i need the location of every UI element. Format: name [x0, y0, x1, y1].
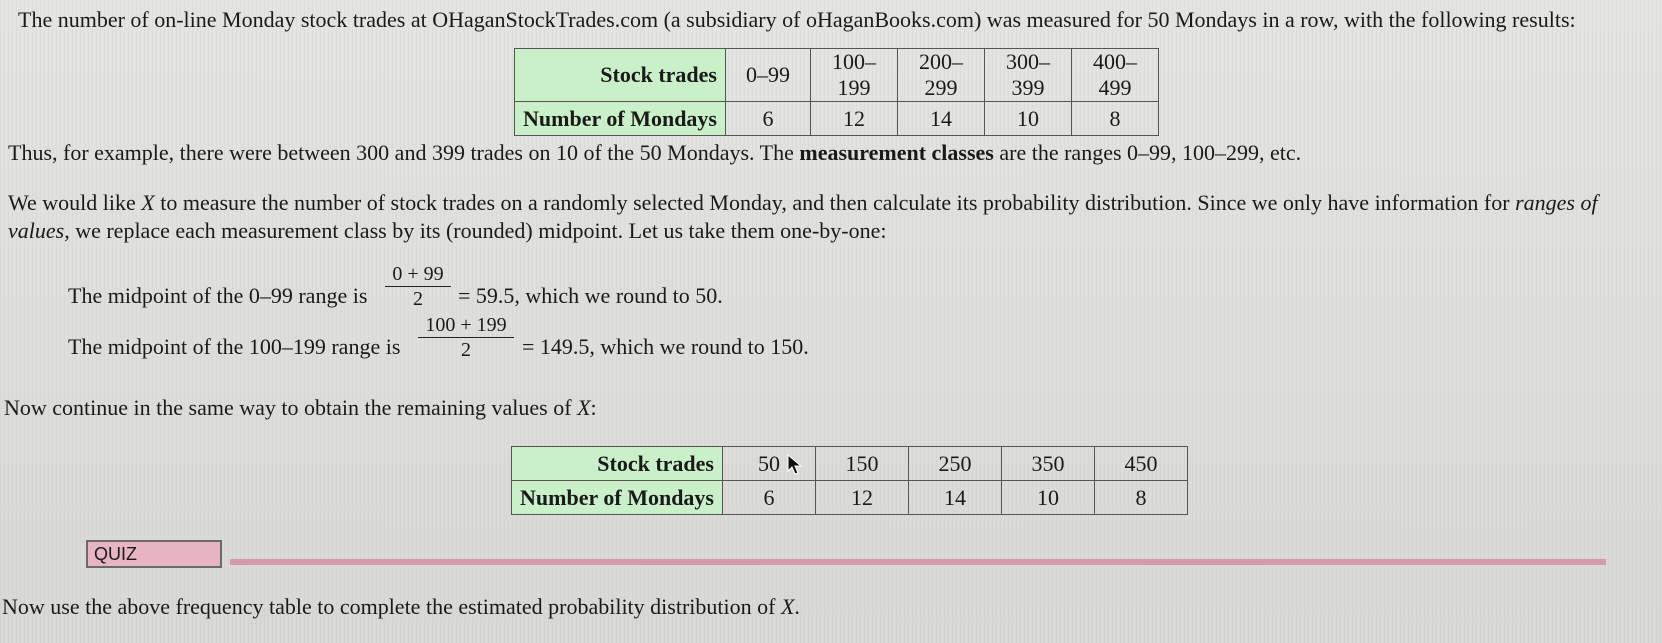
midpoint-2-result: = 149.5, which we round to 150. — [522, 334, 809, 359]
count-cell: 6 — [723, 481, 816, 515]
range-cell: 400–499 — [1072, 49, 1159, 102]
quiz-button[interactable]: QUIZ — [86, 540, 222, 568]
row-label-number-of-mondays: Number of Mondays — [515, 102, 726, 136]
fraction-denominator: 2 — [461, 339, 471, 361]
fraction-numerator: 0 + 99 — [385, 262, 451, 287]
variable-x: X — [780, 594, 795, 619]
range-cell: 100–199 — [811, 49, 898, 102]
row-label-stock-trades: Stock trades — [512, 447, 723, 481]
explanation-paragraph-line2 — [8, 218, 886, 244]
final-before: Now use the above frequency table to complete the estimated probability distribution of — [2, 594, 781, 619]
value-cell[interactable]: 350 — [1002, 447, 1095, 481]
continue-instruction — [4, 395, 597, 421]
measurement-classes-term: measurement classes — [799, 140, 994, 165]
midpoint-2-label: The midpoint of the 100–199 range is — [68, 334, 401, 359]
midpoint-1-result: = 59.5, which we round to 50. — [458, 283, 723, 308]
table-row — [512, 481, 1188, 515]
continue-before: Now continue in the same way to obtain the remaining values of — [4, 395, 578, 420]
para1-after: are the ranges 0–99, 100–299, etc. — [993, 140, 1302, 165]
explanation-paragraph-line1 — [8, 190, 1598, 216]
intro-text — [18, 7, 1576, 33]
midpoint-1-label: The midpoint of the 0–99 range is — [68, 283, 368, 308]
value-cell[interactable]: 250 — [909, 447, 1002, 481]
frequency-table-ranges — [514, 48, 1159, 136]
intro-before: The number of on-line Monday stock trades at OHaganStockTrades.com (a subsidiary of — [18, 7, 806, 32]
count-cell: 8 — [1072, 102, 1159, 136]
continue-after: : — [590, 395, 597, 420]
value-cell[interactable]: 450 — [1095, 447, 1188, 481]
para1-before: Thus, for example, there were between 300 and 399 trades on 10 of the 50 Mondays. The — [8, 140, 800, 165]
final-after: . — [794, 594, 800, 619]
range-cell: 200–299 — [898, 49, 985, 102]
count-cell: 12 — [811, 102, 898, 136]
range-cell: 300–399 — [985, 49, 1072, 102]
variable-x: X — [577, 395, 591, 420]
fraction-denominator: 2 — [413, 288, 423, 310]
variable-x: X — [141, 190, 155, 215]
count-cell: 6 — [726, 102, 811, 136]
table-row — [515, 49, 1159, 102]
midpoint-2-fraction — [418, 313, 514, 362]
table-row — [515, 102, 1159, 136]
count-cell: 14 — [909, 481, 1002, 515]
count-cell: 10 — [985, 102, 1072, 136]
quiz-divider-bar — [230, 559, 1606, 565]
para2-a: We would like — [8, 190, 142, 215]
value-cell[interactable]: 50 — [723, 447, 816, 481]
para2-ital: ranges of — [1515, 190, 1598, 215]
para2-b: to measure the number of stock trades on a randomly selected Monday, and then calculate its probability distribution. Since we only have information for — [154, 190, 1516, 215]
value-cell[interactable]: 150 — [816, 447, 909, 481]
range-cell: 0–99 — [726, 49, 811, 102]
final-instruction — [2, 594, 800, 620]
table-row — [512, 447, 1188, 481]
fraction-numerator: 100 + 199 — [418, 313, 514, 338]
row-label-stock-trades: Stock trades — [515, 49, 726, 102]
frequency-table-midpoints — [511, 446, 1188, 515]
para2-line2-ital: values, — [8, 218, 70, 243]
count-cell: 12 — [816, 481, 909, 515]
intro-after: ) was measured for 50 Mondays in a row, with the following results: — [973, 7, 1576, 32]
count-cell: 10 — [1002, 481, 1095, 515]
count-cell: 14 — [898, 102, 985, 136]
row-label-number-of-mondays: Number of Mondays — [512, 481, 723, 515]
para2-line2-rest: we replace each measurement class by its (rounded) midpoint. Let us take them one-by-one: — [69, 218, 887, 243]
count-cell: 8 — [1095, 481, 1188, 515]
ohagan-books-link[interactable]: oHaganBooks.com — [805, 7, 974, 32]
example-paragraph — [8, 140, 1301, 166]
mouse-cursor-icon — [787, 454, 803, 476]
midpoint-1-fraction — [385, 262, 451, 311]
